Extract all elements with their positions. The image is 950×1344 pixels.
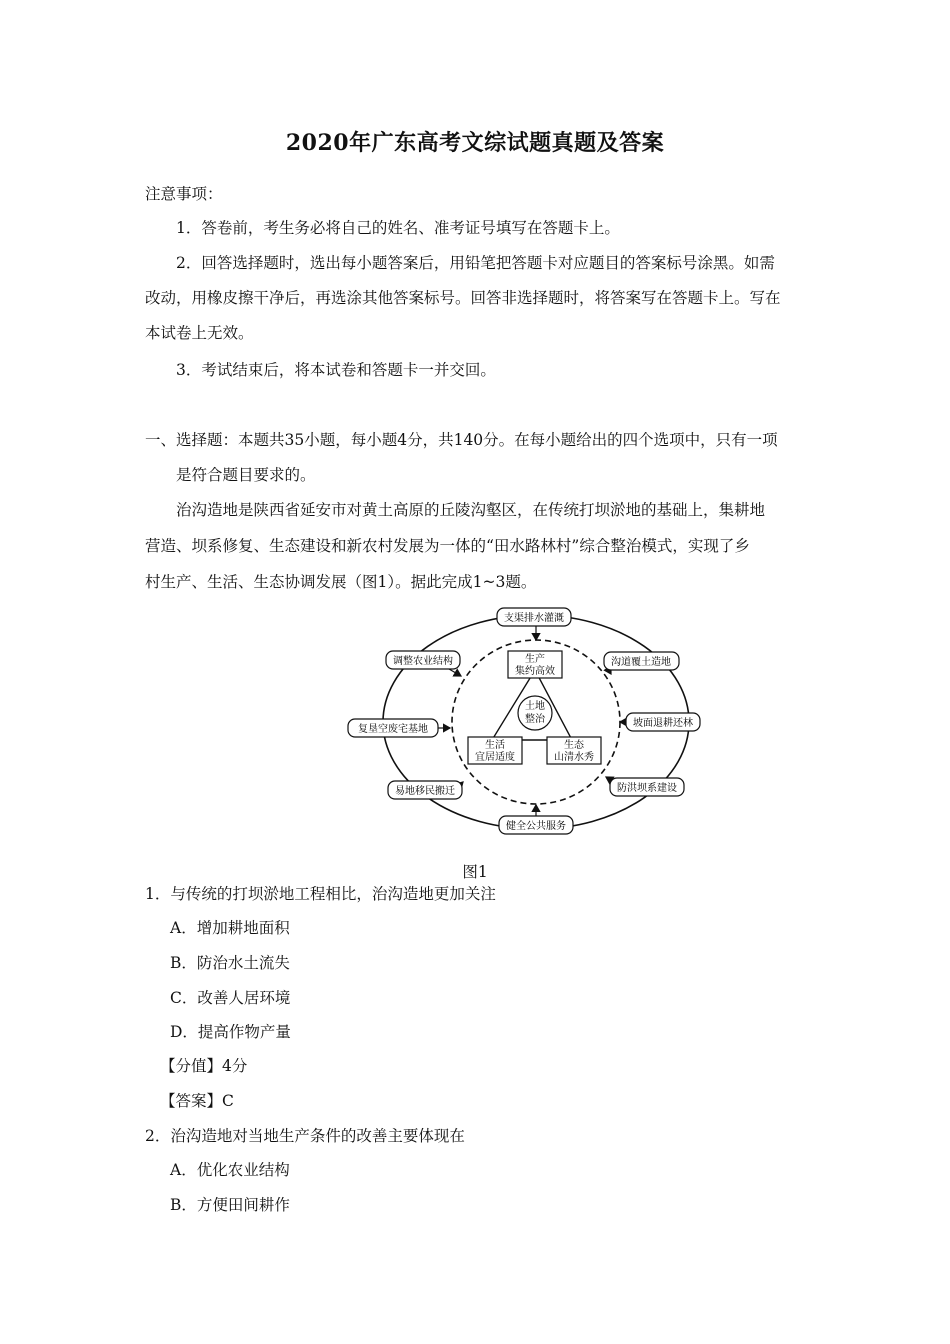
center-label-1: 土地 bbox=[525, 701, 545, 712]
notice-item-2-line-3: 本试卷上无效。 bbox=[145, 324, 254, 342]
outer-lower-right-label: 防洪坝系建设 bbox=[617, 783, 677, 794]
q1-option-b: B．防治水土流失 bbox=[170, 954, 290, 972]
outer-bottom-label: 健全公共服务 bbox=[506, 821, 566, 832]
notice-heading: 注意事项： bbox=[145, 185, 223, 203]
notice-item-2-line-1: 2．回答选择题时，选出每小题答案后，用铅笔把答题卡对应题目的答案标号涂黑。如需 bbox=[176, 254, 775, 272]
q1-option-a: A．增加耕地面积 bbox=[170, 919, 290, 937]
q1-option-d: D．提高作物产量 bbox=[170, 1023, 291, 1041]
q1-option-c: C．改善人居环境 bbox=[170, 989, 291, 1007]
q1-stem: 1．与传统的打坝淤地工程相比，治沟造地更加关注 bbox=[145, 885, 496, 903]
center-label-2: 整治 bbox=[525, 714, 545, 725]
section-heading-line-2: 是符合题目要求的。 bbox=[176, 466, 316, 484]
passage-line-1: 治沟造地是陕西省延安市对黄土高原的丘陵沟壑区，在传统打坝淤地的基础上，集耕地 bbox=[176, 501, 766, 519]
notice-item-2-line-2: 改动，用橡皮擦干净后，再选涂其他答案标号。回答非选择题时，将答案写在答题卡上。写在 bbox=[145, 289, 781, 307]
production-label-2: 集约高效 bbox=[515, 666, 555, 677]
q2-stem: 2．治沟造地对当地生产条件的改善主要体现在 bbox=[145, 1127, 465, 1145]
outer-lower-left-label: 易地移民搬迁 bbox=[395, 786, 455, 797]
passage-line-2: 营造、坝系修复、生态建设和新农村发展为一体的“田水路林村”综合整治模式，实现了乡 bbox=[145, 537, 750, 555]
notice-item-1: 1．答卷前，考生务必将自己的姓名、准考证号填写在答题卡上。 bbox=[176, 219, 620, 237]
figure-1-diagram bbox=[340, 600, 710, 845]
living-label-1: 生活 bbox=[485, 740, 505, 751]
ecology-label-1: 生态 bbox=[564, 740, 584, 751]
production-label-1: 生产 bbox=[525, 654, 545, 665]
notice-item-3: 3．考试结束后，将本试卷和答题卡一并交回。 bbox=[176, 361, 496, 379]
passage-line-3: 村生产、生活、生态协调发展（图1）。据此完成1~3题。 bbox=[145, 573, 537, 591]
q2-option-b: B．方便田间耕作 bbox=[170, 1196, 290, 1214]
figure-caption: 图1 bbox=[462, 863, 488, 881]
outer-upper-right-label: 沟道覆土造地 bbox=[611, 657, 671, 668]
q1-answer: 【答案】C bbox=[160, 1092, 234, 1110]
section-heading-line-1: 一、选择题：本题共35小题，每小题4分，共140分。在每小题给出的四个选项中，只有一项 bbox=[145, 431, 778, 449]
outer-upper-left-label: 调整农业结构 bbox=[393, 656, 453, 667]
q2-option-a: A．优化农业结构 bbox=[170, 1161, 290, 1179]
ecology-label-2: 山清水秀 bbox=[554, 752, 594, 763]
outer-right-label: 坡面退耕还林 bbox=[633, 718, 693, 729]
living-label-2: 宜居适度 bbox=[475, 752, 515, 763]
page-title: 2020年广东高考文综试题真题及答案 bbox=[285, 130, 665, 156]
outer-left-label: 复垦空废宅基地 bbox=[358, 724, 428, 735]
outer-top-label: 支渠排水灌溉 bbox=[504, 613, 564, 624]
q1-score: 【分值】4分 bbox=[160, 1057, 248, 1075]
